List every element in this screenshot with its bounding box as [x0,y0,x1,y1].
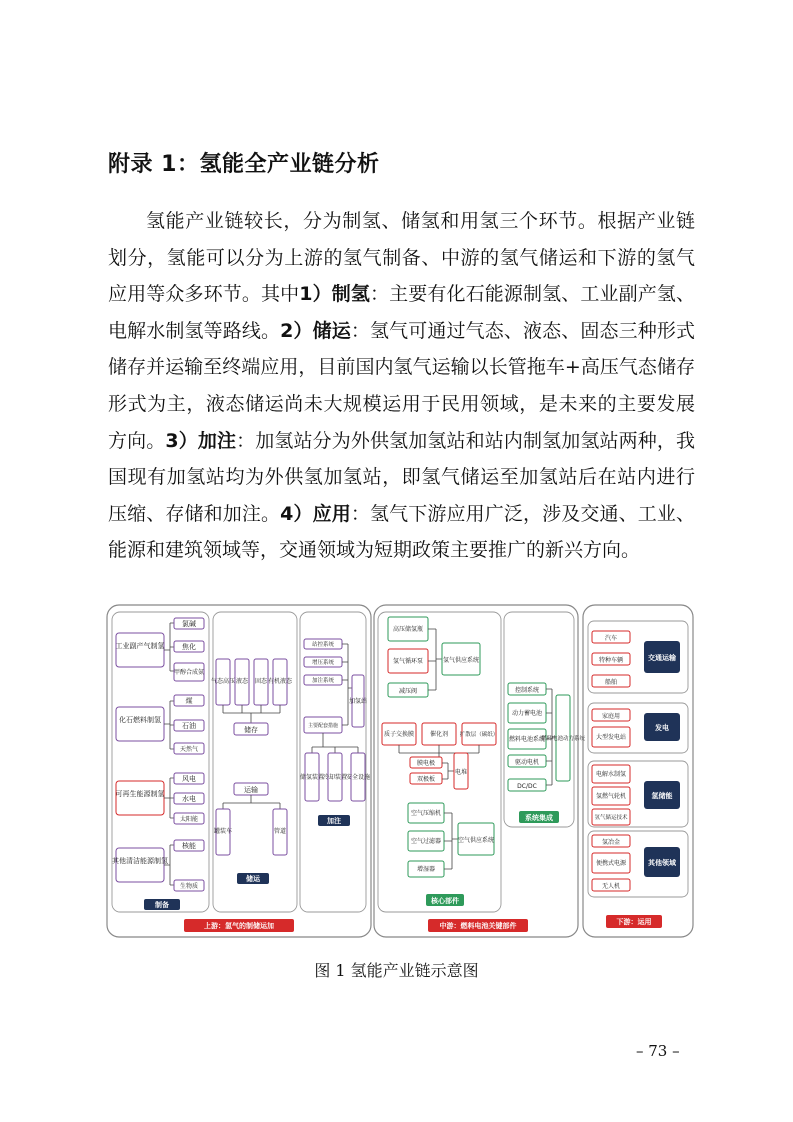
transport-label: 运输 [244,786,258,794]
refuel-system-3: 加注系统 [311,678,335,684]
storage-types [211,659,293,735]
storage-label: 储存 [244,726,258,734]
transport-type-2: 管道 [273,828,287,835]
integration-footer: 系统集成 [525,814,553,822]
storage-type-4: 有机液态 [267,678,293,685]
refuel-devices [300,733,370,801]
storage-panel [210,612,297,912]
storage-type-1: 气态高压 [210,678,236,685]
downstream-group-transport [588,621,688,693]
stack-sub-2: 双极板 [416,776,436,783]
refuel-system-1: 站控系统 [311,642,335,648]
transport-types [214,783,287,855]
fuel-cell-stack [382,723,498,789]
industry-chain-diagram [106,603,696,939]
storage-use-1: 电解水制氢 [595,771,627,778]
item-7: 风电 [182,775,196,783]
source-label-1: 工业副产气制氢 [115,642,165,650]
air-supply-label: 空气供应系统 [457,837,495,844]
transport-use-3: 船舶 [604,679,618,686]
storage-use-2: 氢燃气轮机 [595,793,627,800]
refuel-footer: 加注 [327,817,341,825]
air-supply-item-3: 增湿器 [416,866,436,873]
refuel-device-2: 冷却装置 [322,774,348,781]
air-supply-item-2: 空气过滤器 [410,838,442,845]
refuel-systems [304,639,367,733]
h2-supply-item-3: 减压阀 [398,688,418,695]
station-label: 加氢站 [348,698,368,705]
integration-item-2: 动力蓄电池 [511,710,543,717]
source-label-4: 其他清洁能源制氢 [112,857,168,865]
section-3-label: 3）加注 [165,429,237,452]
h2-supply-label: 氢气供应系统 [442,657,480,664]
stack-sub-1: 膜电极 [416,760,436,767]
h2-supply-item-1: 高压储氢瓶 [392,626,424,633]
integration-item-4: 驱动电机 [514,759,540,766]
item-4: 煤 [185,697,193,705]
production-sources [112,633,168,882]
refuel-system-4: 主要配套措施 [307,723,339,729]
stack-item-3: 扩散层（碳纸） [459,732,499,738]
integration-item-5: DC/DC [517,783,537,790]
hydrogen-supply [388,617,480,697]
core-footer: 核心部件 [431,897,459,905]
refuel-device-3: 安全设施 [345,774,371,781]
downstream-group-other [588,831,688,897]
section-2-text: ：氢气可通过气态、液态、固态三种形式储存并运输至终端应用，目前国内氢气运输以长管拖车+高压气态储存形式为主，液态储运尚未大规模运用于民用领域，是未来的主要发展方向。 [108,319,695,452]
item-3: 甲醇合成氨 [173,669,205,676]
section-3-text: ：加氢站分为外供氢加氢站和站内制氢加氢站两种，我国现有加氢站均为外供氢加氢站，即氢气储运至加氢站后在站内进行压缩、存储和加注。 [108,429,695,525]
downstream-group-storage [588,761,688,827]
stack-label: 电堆 [454,769,468,776]
integration-label: 燃料电池动力系统 [540,736,586,742]
air-supply-item-1: 空气压缩机 [410,810,442,817]
page-number: – 73 – [636,1042,680,1060]
section-4-label: 4）应用 [280,502,351,525]
stack-item-1: 质子交换膜 [383,731,415,738]
figure-caption: 图 1 氢能产业链示意图 [314,961,479,980]
transport-use-2: 特种车辆 [598,657,624,664]
storage-type-2: 液态 [235,678,249,685]
production-items [164,618,204,891]
item-10: 核能 [182,842,196,850]
item-9: 太阳能 [179,816,199,823]
integration-item-1: 控制系统 [514,687,540,694]
storage-use-3: 氢气储运技术 [594,815,628,821]
item-1: 氯碱 [182,620,196,628]
other-use-3: 无人机 [601,883,621,890]
source-label-3: 可再生能源制氢 [115,790,165,798]
storage-footer: 储运 [246,875,260,883]
item-6: 天然气 [179,746,199,753]
section-1-text: ：主要有化石能源制氢、工业副产氢、电解水制氢等路线。 [108,283,695,342]
production-footer: 制备 [155,901,169,909]
item-2: 焦化 [182,643,196,651]
storage-type-3: 固态 [254,678,268,685]
transport-group-label: 交通运输 [648,654,676,662]
other-use-1: 氢冶金 [601,839,621,846]
downstream-banner: 下游：运用 [616,918,652,926]
power-group-label: 发电 [655,724,669,732]
intro-text: 氢能产业链较长，分为制氢、储氢和用氢三个环节。根据产业链划分，氢能可以分为上游的氢气制备、中游的氢气储运和下游的氢气应用等众多环节。其中 [108,210,695,306]
integration-item-3: 燃料电池系统 [508,736,546,743]
item-8: 水电 [182,795,196,803]
refuel-system-2: 增压系统 [311,660,335,666]
stack-item-2: 催化剂 [429,731,449,738]
other-use-2: 便携式电源 [595,860,627,867]
air-supply [408,803,494,877]
storage-group-label: 氢储能 [651,792,673,800]
item-11: 生物质 [179,883,199,890]
other-group-label: 其他领域 [648,859,676,867]
transport-type-1: 罐装车 [213,828,233,835]
item-5: 石油 [182,722,196,730]
section-2-label: 2）储运 [280,319,351,342]
appendix-heading: 附录 1：氢能全产业链分析 [108,152,380,177]
h2-supply-item-2: 氢气循环泵 [392,658,424,665]
power-use-2: 大型发电站 [595,734,627,741]
refuel-device-1: 储氢装置 [299,774,325,781]
transport-use-1: 汽车 [604,635,618,642]
section-4-text: ：氢气下游应用广泛，涉及交通、工业、能源和建筑领域等，交通领域为短期政策主要推广的新兴方向。 [108,502,695,562]
downstream-group-power [588,703,688,753]
midstream-banner: 中游：燃料电池关键部件 [439,922,517,930]
source-label-2: 化石燃料制氢 [119,716,161,724]
upstream-banner: 上游：氢气的制储运加 [204,922,274,930]
body-paragraph [108,203,695,569]
section-1-label: 1）制氢 [299,283,370,306]
power-use-1: 家庭用 [601,713,621,720]
